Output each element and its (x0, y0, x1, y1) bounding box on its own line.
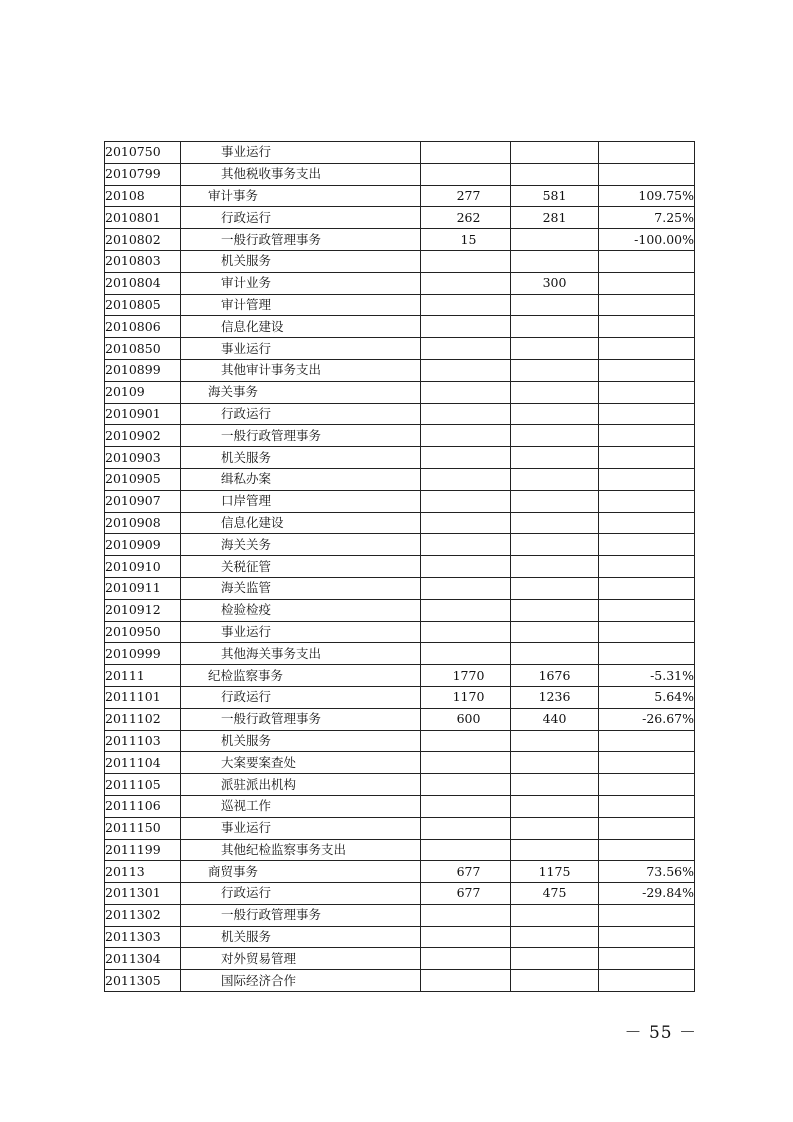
row-name: 审计业务 (181, 272, 421, 294)
row-code: 2010899 (105, 359, 181, 381)
row-name: 其他税收事务支出 (181, 163, 421, 185)
row-change-percent (599, 774, 695, 796)
row-change-percent (599, 904, 695, 926)
row-code: 2010911 (105, 577, 181, 599)
row-value-1 (421, 926, 511, 948)
row-value-2 (511, 425, 599, 447)
row-value-1 (421, 163, 511, 185)
row-value-1: 1170 (421, 686, 511, 708)
table-row (105, 142, 695, 164)
table-row (105, 403, 695, 425)
row-change-percent: 5.64% (599, 686, 695, 708)
row-name: 口岸管理 (181, 490, 421, 512)
table-row (105, 708, 695, 730)
row-value-1 (421, 904, 511, 926)
row-value-2 (511, 904, 599, 926)
row-name: 行政运行 (181, 686, 421, 708)
row-code: 2010999 (105, 643, 181, 665)
row-value-1 (421, 599, 511, 621)
table-row (105, 817, 695, 839)
row-change-percent (599, 250, 695, 272)
table-row (105, 774, 695, 796)
row-code: 2010901 (105, 403, 181, 425)
table-row (105, 577, 695, 599)
row-code: 2011304 (105, 948, 181, 970)
table-row (105, 512, 695, 534)
row-value-2 (511, 229, 599, 251)
table-row (105, 250, 695, 272)
row-change-percent (599, 730, 695, 752)
row-change-percent (599, 599, 695, 621)
table-row (105, 381, 695, 403)
row-change-percent: 73.56% (599, 861, 695, 883)
row-value-2 (511, 599, 599, 621)
row-value-2 (511, 839, 599, 861)
row-name: 行政运行 (181, 403, 421, 425)
row-value-2 (511, 926, 599, 948)
row-value-1 (421, 730, 511, 752)
row-name: 其他纪检监察事务支出 (181, 839, 421, 861)
row-value-1 (421, 294, 511, 316)
row-name: 机关服务 (181, 447, 421, 469)
row-value-1: 262 (421, 207, 511, 229)
row-code: 2010850 (105, 338, 181, 360)
row-code: 2010806 (105, 316, 181, 338)
row-change-percent (599, 948, 695, 970)
row-change-percent (599, 163, 695, 185)
row-code: 2011103 (105, 730, 181, 752)
row-value-2 (511, 643, 599, 665)
row-change-percent (599, 359, 695, 381)
row-value-1 (421, 359, 511, 381)
row-change-percent: 109.75% (599, 185, 695, 207)
row-value-2 (511, 447, 599, 469)
row-code: 2011305 (105, 970, 181, 992)
row-name: 纪检监察事务 (181, 665, 421, 687)
row-value-1 (421, 948, 511, 970)
row-change-percent (599, 490, 695, 512)
table-row (105, 948, 695, 970)
row-value-2 (511, 490, 599, 512)
row-name: 海关关务 (181, 534, 421, 556)
row-code: 2010802 (105, 229, 181, 251)
table-row (105, 163, 695, 185)
table-row (105, 926, 695, 948)
row-value-1 (421, 447, 511, 469)
row-value-1 (421, 817, 511, 839)
row-value-1: 15 (421, 229, 511, 251)
row-value-2 (511, 948, 599, 970)
row-code: 2011101 (105, 686, 181, 708)
table-row (105, 447, 695, 469)
row-value-2 (511, 970, 599, 992)
row-change-percent (599, 556, 695, 578)
row-code: 2010912 (105, 599, 181, 621)
row-name: 对外贸易管理 (181, 948, 421, 970)
row-change-percent (599, 403, 695, 425)
row-value-2: 1676 (511, 665, 599, 687)
row-name: 一般行政管理事务 (181, 229, 421, 251)
row-value-1 (421, 490, 511, 512)
row-name: 大案要案查处 (181, 752, 421, 774)
table-row (105, 904, 695, 926)
row-code: 2010750 (105, 142, 181, 164)
row-name: 审计管理 (181, 294, 421, 316)
row-value-1: 677 (421, 861, 511, 883)
row-name: 一般行政管理事务 (181, 904, 421, 926)
row-change-percent: -26.67% (599, 708, 695, 730)
row-code: 2010799 (105, 163, 181, 185)
row-change-percent (599, 294, 695, 316)
row-value-1 (421, 512, 511, 534)
row-change-percent (599, 338, 695, 360)
row-change-percent (599, 272, 695, 294)
table-row (105, 294, 695, 316)
row-value-2 (511, 250, 599, 272)
table-row (105, 686, 695, 708)
table-row (105, 359, 695, 381)
row-code: 2010903 (105, 447, 181, 469)
row-value-2 (511, 403, 599, 425)
row-value-2 (511, 817, 599, 839)
row-value-1 (421, 621, 511, 643)
row-value-1 (421, 774, 511, 796)
budget-table-body (105, 142, 695, 992)
row-value-1 (421, 795, 511, 817)
row-name: 缉私办案 (181, 468, 421, 490)
row-value-2 (511, 752, 599, 774)
row-code: 2011302 (105, 904, 181, 926)
table-row (105, 839, 695, 861)
row-change-percent (599, 534, 695, 556)
row-code: 2010905 (105, 468, 181, 490)
row-change-percent (599, 512, 695, 534)
table-row (105, 643, 695, 665)
row-code: 2010801 (105, 207, 181, 229)
row-name: 其他审计事务支出 (181, 359, 421, 381)
row-change-percent: -5.31% (599, 665, 695, 687)
row-name: 一般行政管理事务 (181, 425, 421, 447)
row-value-2 (511, 774, 599, 796)
table-row (105, 534, 695, 556)
row-code: 2010805 (105, 294, 181, 316)
row-value-2 (511, 381, 599, 403)
row-change-percent (599, 447, 695, 469)
row-change-percent (599, 795, 695, 817)
table-row (105, 599, 695, 621)
row-name: 事业运行 (181, 817, 421, 839)
row-code: 2010902 (105, 425, 181, 447)
row-value-2 (511, 556, 599, 578)
row-change-percent: -29.84% (599, 883, 695, 905)
row-name: 审计事务 (181, 185, 421, 207)
row-name: 商贸事务 (181, 861, 421, 883)
row-code: 2011301 (105, 883, 181, 905)
row-change-percent (599, 425, 695, 447)
row-name: 海关事务 (181, 381, 421, 403)
table-row (105, 272, 695, 294)
row-value-2: 475 (511, 883, 599, 905)
table-row (105, 752, 695, 774)
row-value-2: 1175 (511, 861, 599, 883)
row-name: 行政运行 (181, 883, 421, 905)
row-change-percent (599, 752, 695, 774)
row-code: 2010804 (105, 272, 181, 294)
row-code: 2010908 (105, 512, 181, 534)
row-change-percent (599, 142, 695, 164)
row-change-percent (599, 381, 695, 403)
table-row (105, 229, 695, 251)
row-value-1: 677 (421, 883, 511, 905)
row-name: 事业运行 (181, 338, 421, 360)
row-value-2: 281 (511, 207, 599, 229)
table-row (105, 207, 695, 229)
row-value-2 (511, 468, 599, 490)
row-value-1: 1770 (421, 665, 511, 687)
row-code: 2011106 (105, 795, 181, 817)
budget-table (104, 141, 695, 992)
table-row (105, 883, 695, 905)
row-change-percent (599, 839, 695, 861)
row-value-1: 277 (421, 185, 511, 207)
table-row (105, 970, 695, 992)
table-row (105, 556, 695, 578)
row-value-1: 600 (421, 708, 511, 730)
row-code: 2011102 (105, 708, 181, 730)
row-value-1 (421, 425, 511, 447)
row-code: 2010803 (105, 250, 181, 272)
row-value-1 (421, 643, 511, 665)
row-value-2 (511, 730, 599, 752)
row-change-percent (599, 970, 695, 992)
row-code: 2011104 (105, 752, 181, 774)
row-value-2 (511, 577, 599, 599)
row-value-1 (421, 272, 511, 294)
table-row (105, 316, 695, 338)
row-value-2 (511, 621, 599, 643)
row-name: 国际经济合作 (181, 970, 421, 992)
row-code: 2011150 (105, 817, 181, 839)
row-name: 事业运行 (181, 142, 421, 164)
row-change-percent (599, 926, 695, 948)
row-value-1 (421, 381, 511, 403)
row-value-1 (421, 752, 511, 774)
table-row (105, 425, 695, 447)
row-name: 机关服务 (181, 926, 421, 948)
row-code: 2011303 (105, 926, 181, 948)
row-change-percent: -100.00% (599, 229, 695, 251)
row-value-1 (421, 970, 511, 992)
row-code: 2010950 (105, 621, 181, 643)
row-name: 信息化建设 (181, 316, 421, 338)
row-value-2 (511, 795, 599, 817)
row-value-1 (421, 577, 511, 599)
row-value-1 (421, 839, 511, 861)
row-code: 2011199 (105, 839, 181, 861)
row-name: 派驻派出机构 (181, 774, 421, 796)
row-change-percent: 7.25% (599, 207, 695, 229)
row-change-percent (599, 621, 695, 643)
row-value-2 (511, 338, 599, 360)
row-value-2: 440 (511, 708, 599, 730)
table-row (105, 861, 695, 883)
row-code: 2010909 (105, 534, 181, 556)
row-value-1 (421, 338, 511, 360)
row-change-percent (599, 577, 695, 599)
row-change-percent (599, 316, 695, 338)
table-row (105, 730, 695, 752)
row-value-1 (421, 250, 511, 272)
row-name: 海关监管 (181, 577, 421, 599)
row-name: 机关服务 (181, 730, 421, 752)
row-value-1 (421, 403, 511, 425)
table-row (105, 185, 695, 207)
row-value-1 (421, 468, 511, 490)
row-value-2 (511, 316, 599, 338)
row-change-percent (599, 817, 695, 839)
row-value-2 (511, 359, 599, 381)
row-value-2: 1236 (511, 686, 599, 708)
table-row (105, 338, 695, 360)
page-number: － 55 － (624, 1023, 697, 1043)
row-code: 20111 (105, 665, 181, 687)
row-name: 机关服务 (181, 250, 421, 272)
row-code: 2010907 (105, 490, 181, 512)
row-value-2 (511, 512, 599, 534)
row-name: 事业运行 (181, 621, 421, 643)
row-code: 20108 (105, 185, 181, 207)
row-code: 20109 (105, 381, 181, 403)
row-change-percent (599, 643, 695, 665)
row-name: 关税征管 (181, 556, 421, 578)
row-value-1 (421, 142, 511, 164)
table-row (105, 665, 695, 687)
row-name: 检验检疫 (181, 599, 421, 621)
row-name: 其他海关事务支出 (181, 643, 421, 665)
row-value-1 (421, 556, 511, 578)
row-value-2: 581 (511, 185, 599, 207)
row-value-1 (421, 316, 511, 338)
row-change-percent (599, 468, 695, 490)
row-name: 一般行政管理事务 (181, 708, 421, 730)
row-value-1 (421, 534, 511, 556)
table-row (105, 795, 695, 817)
row-value-2 (511, 163, 599, 185)
row-code: 20113 (105, 861, 181, 883)
row-value-2 (511, 294, 599, 316)
row-name: 巡视工作 (181, 795, 421, 817)
row-code: 2010910 (105, 556, 181, 578)
row-name: 信息化建设 (181, 512, 421, 534)
row-value-2 (511, 534, 599, 556)
table-row (105, 621, 695, 643)
table-row (105, 468, 695, 490)
row-name: 行政运行 (181, 207, 421, 229)
row-value-2 (511, 142, 599, 164)
row-code: 2011105 (105, 774, 181, 796)
table-row (105, 490, 695, 512)
row-value-2: 300 (511, 272, 599, 294)
